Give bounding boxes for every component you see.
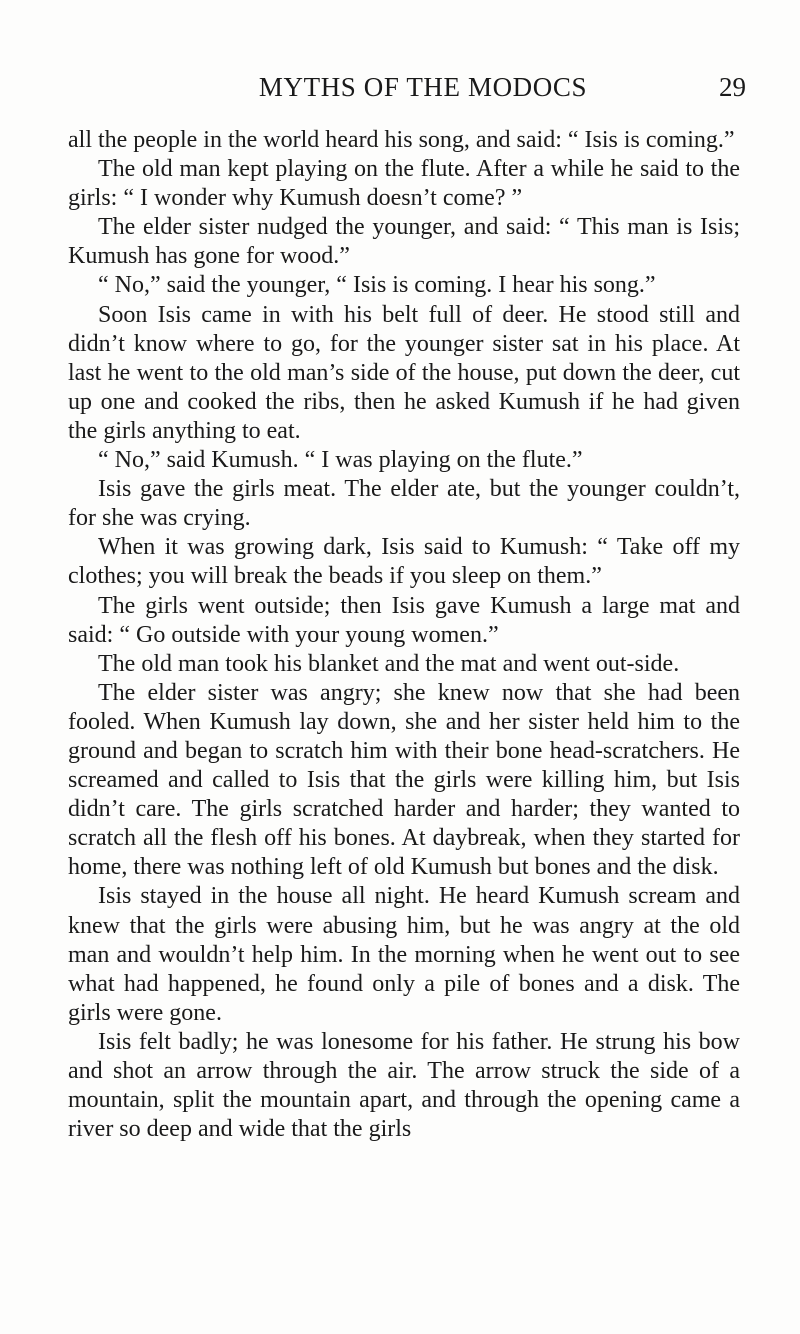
paragraph: When it was growing dark, Isis said to Kumush: “ Take off my clothes; you will break the beads if you sleep on them.” [68,534,740,590]
paragraph: The elder sister nudged the younger, and said: “ This man is Isis; Kumush has gone for wood.” [68,214,740,270]
body-text [68,126,740,1144]
paragraph: “ No,” said the younger, “ Isis is coming. I hear his song.” [98,272,656,299]
paragraph: Isis gave the girls meat. The elder ate, but the younger couldn’t, for she was crying. [68,476,740,532]
paragraph: Isis felt badly; he was lonesome for his father. He strung his bow and shot an arrow through the air. The arrow struck the side of a mountain, split the mountain apart, and through the opening came a river so deep and wide that the girls [68,1028,740,1143]
paragraph: The old man kept playing on the flute. After a while he said to the girls: “ I wonder why Kumush doesn’t come? ” [68,156,740,212]
page-number: 29 [719,72,746,102]
paragraph: Isis stayed in the house all night. He heard Kumush scream and knew that the girls were abusing him, but he was angry at the old man and wouldn’t help him. In the morning when he went out to see what had happened, he found only a pile of bones and a disk. The girls were gone. [68,883,740,1026]
running-head [56,72,750,108]
paragraph: all the people in the world heard his song, and said: “ Isis is coming.” [68,127,735,153]
paragraph: Soon Isis came in with his belt full of deer. He stood still and didn’t know where to go, for the younger sister sat in his place. At last he went to the old man’s side of the house, put down the deer, cut up one and cooked the ribs, then he asked Kumush if he had given the girls anything to eat. [68,301,740,444]
running-title: MYTHS OF THE MODOCS [258,72,588,102]
paragraph: “ No,” said Kumush. “ I was playing on the flute.” [98,447,583,474]
paragraph: The girls went outside; then Isis gave Kumush a large mat and said: “ Go outside with your young women.” [68,592,740,648]
paragraph: The old man took his blanket and the mat and went out-side. [98,650,680,677]
paragraph: The elder sister was angry; she knew now that she had been fooled. When Kumush lay down, she and her sister held him to the ground and began to scratch him with their bone head-scratchers. He screamed and called to Isis that the girls were killing him, but Isis didn’t care. The girls scratched harder and harder; they wanted to scratch all the flesh off his bones. At daybreak, when they started for home, there was nothing left of old Kumush but bones and the disk. [68,679,740,881]
